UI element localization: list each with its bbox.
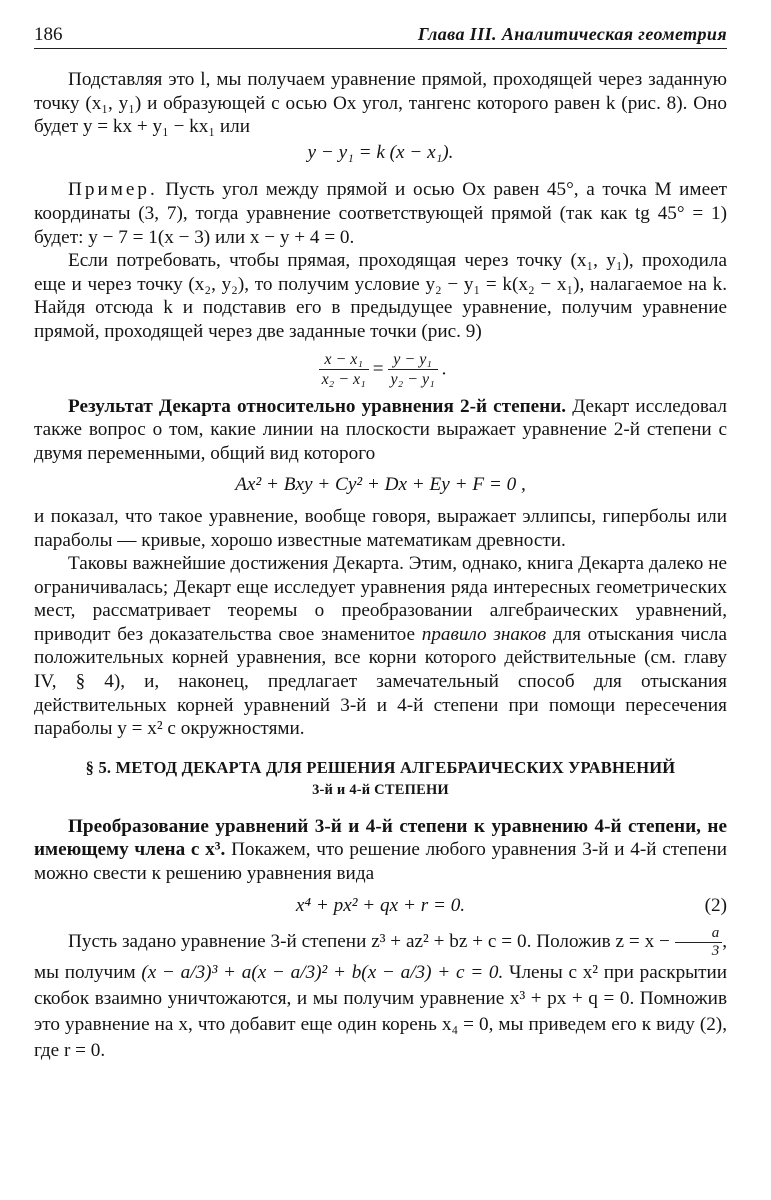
fraction-numerator: a: [675, 925, 723, 943]
achievements-text-b: для отыскания числа положительных корней уравнения, все корни которого действительные (см. главу IV, § 4), и, наконец, предлагает замечательный способ для отыскания действительных корней уравнений 3-й и 4-й степени при помощи пересечения параболы y = x² с окружностями.: [34, 623, 728, 740]
fraction-lhs-denominator: x₂ − x₁: [321, 370, 366, 388]
fraction-lhs-numerator: x − x₁: [319, 350, 369, 370]
page-number: 186: [34, 24, 63, 45]
equation-number: (2): [704, 894, 727, 916]
paragraph-example: [34, 178, 727, 249]
section-subtitle: 3-й и 4-й СТЕПЕНИ: [312, 781, 449, 798]
equation-quartic-row: [34, 894, 727, 918]
paragraph-heading-second-degree: Результат Декарта относительно уравнения 2-й степени.: [68, 395, 567, 417]
cubic-text-c: Члены с x² при раскрытии скобок взаимно уничтожаются, и мы получим уравнение x³ + px + q = 0. Помножив это уравнение на x, что добавит еще один корень x₄ = 0, мы приведем его к виду (2), где r = 0.: [34, 962, 727, 1062]
paragraph-two-points: Если потребовать, чтобы прямая, проходящая через точку (x₁, y₁), проходила еще и через точку (x₂, y₂), то получим условие y₂ − y₁ = k(x₂ − x₁), налагаемое на k. Найдя отсюда k и подставив его в предыдущее уравнение, получим уравнение прямой, проходящей через две заданные точки (рис. 9): [34, 250, 727, 342]
example-text: Пусть угол между прямой и осью Ox равен 45°, а точка M имеет координаты (3, 7), тогда уравнение соответствующей прямой (так как tg 45° = 1) будет: y − 7 = 1(x − 3) или x − y + 4 = 0.: [34, 179, 727, 248]
cubic-text-b: , мы получим: [34, 931, 728, 984]
equation-two-point-form: [34, 350, 727, 389]
cubic-expansion: (x − a/3)³ + a(x − a/3)² + b(x − a/3) + c = 0.: [141, 962, 504, 984]
paragraph-reduction: [34, 815, 727, 886]
paragraph-cubic-substitution: [34, 925, 727, 1064]
paragraph-line-through-point: Подставляя это l, мы получаем уравнение прямой, проходящей через заданную точку (x₁, y₁) и образующей с осью Ox угол, тангенс которого равен k (рис. 8). Оно будет y = kx + y₁ − kx₁ или: [34, 69, 727, 138]
running-title: Глава III. Аналитическая геометрия: [417, 24, 727, 44]
reduction-text: Покажем, что решение любого уравнения 3-й и 4-й степени можно свести к решению уравнения вида: [34, 839, 727, 885]
example-lead: Пример.: [68, 179, 158, 201]
cubic-text-a: Пусть задано уравнение 3-й степени z³ + az² + bz + c = 0. Положив z = x −: [68, 931, 670, 953]
page-header: [34, 24, 727, 49]
period: .: [441, 358, 447, 380]
fraction-denominator: 3: [711, 943, 720, 960]
achievements-text-a: Таковы важнейшие достижения Декарта. Этим, однако, книга Декарта далеко не ограничивалась; Декарт еще исследует уравнения ряда интересных геометрических мест, рассматривает теоремы о преобразовании алгебраических уравнений, приводит без доказательства свое знаменитое: [34, 553, 727, 645]
paragraph-heading-reduction: Преобразование уравнений 3-й и 4-й степени к уравнению 4-й степени, не имеющему члена с x³.: [34, 815, 727, 861]
equation-quartic: x⁴ + px² + qx + r = 0.: [295, 894, 466, 916]
equals-sign: =: [372, 358, 384, 380]
paragraph-achievements: [34, 552, 727, 741]
section-title: § 5. МЕТОД ДЕКАРТА ДЛЯ РЕШЕНИЯ АЛГЕБРАИЧЕСКИХ УРАВНЕНИЙ: [85, 757, 676, 777]
fraction-rhs-denominator: y₂ − y₁: [390, 370, 435, 388]
paragraph-descartes-second-degree: [34, 395, 727, 466]
fraction-lhs: [319, 350, 369, 389]
equation-point-slope: y − y₁ = k (x − x₁).: [307, 141, 454, 163]
page-body: [34, 68, 727, 1064]
equation-general-conic: Ax² + Bxy + Cy² + Dx + Ey + F = 0 ,: [235, 474, 526, 496]
fraction-rhs-numerator: y − y₁: [388, 350, 438, 370]
second-degree-text: Декарт исследовал также вопрос о том, какие линии на плоскости выражает уравнение 2-й степени с двумя переменными, общий вид которого: [34, 395, 727, 464]
fraction-a-over-3: [675, 925, 723, 960]
fraction-rhs: [388, 350, 438, 389]
paragraph-conics: и показал, что такое уравнение, вообще говоря, выражает эллипсы, гиперболы или параболы — кривые, хорошо известные математикам древности.: [34, 505, 727, 551]
section-heading: [34, 757, 727, 801]
rule-of-signs: правило знаков: [421, 623, 547, 645]
